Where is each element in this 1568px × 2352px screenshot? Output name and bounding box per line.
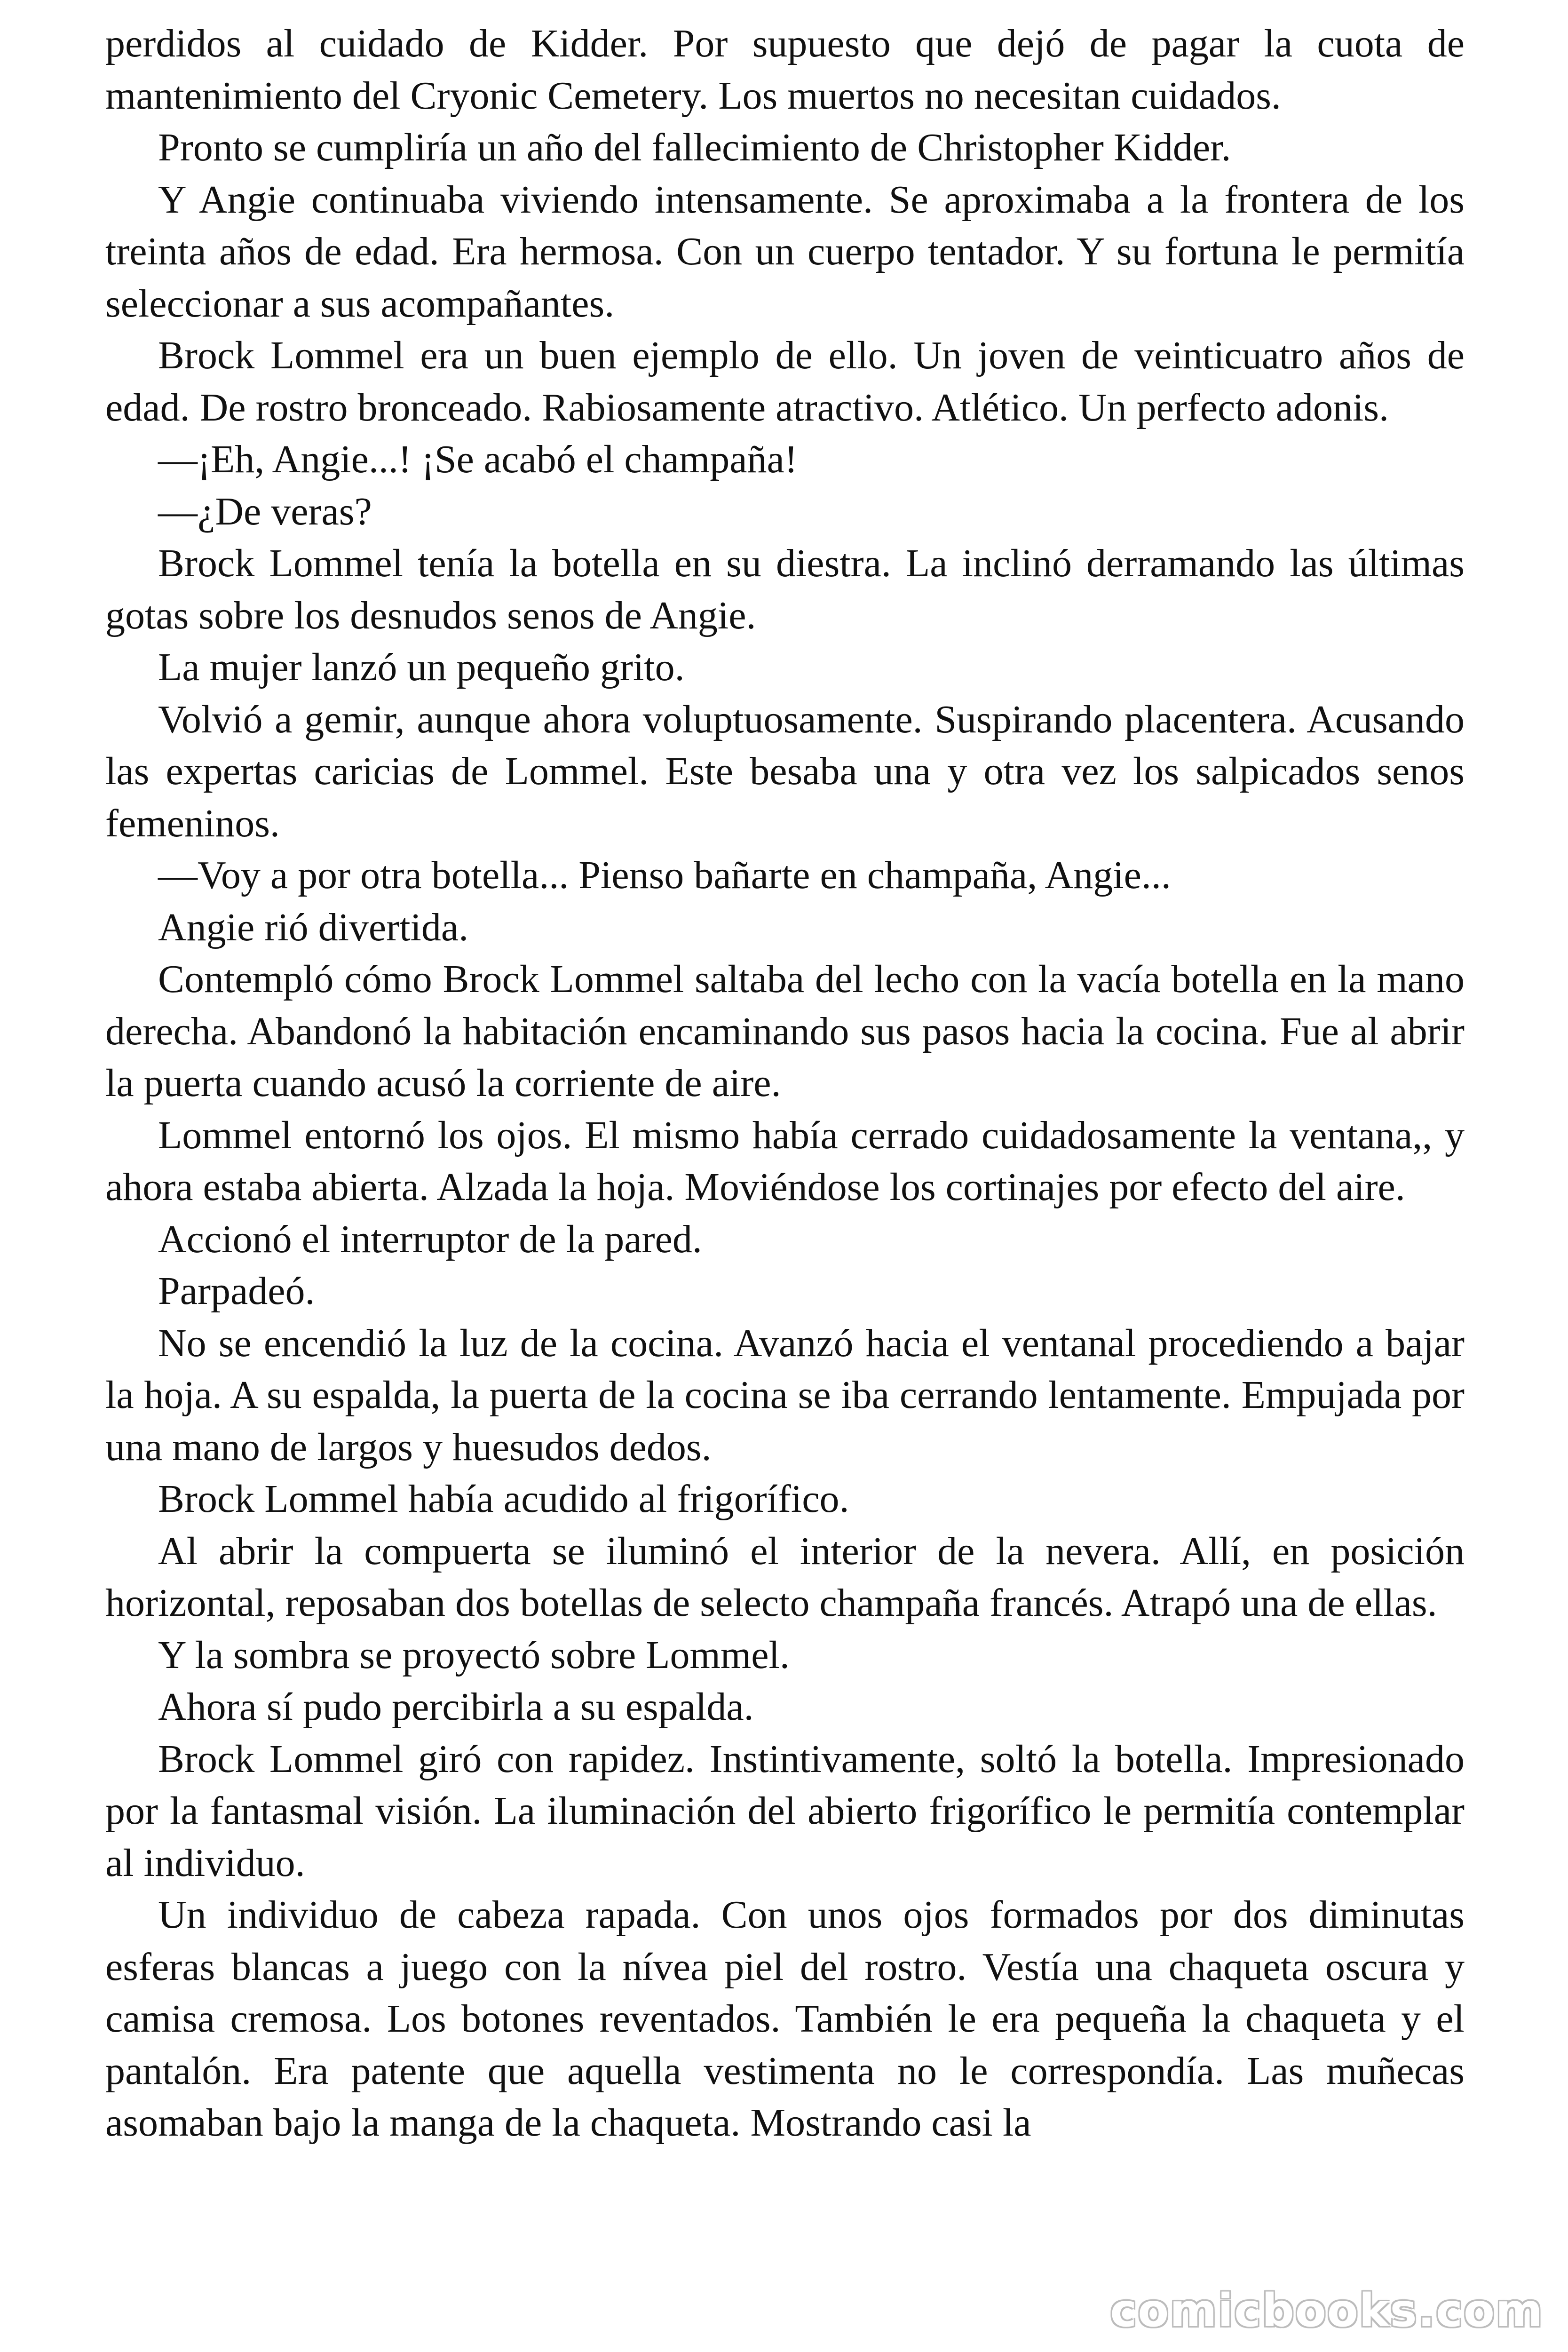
paragraph: Y Angie continuaba viviendo intensamente. Se aproximaba a la frontera de los treinta años de edad. Era hermosa. Con un cuerpo tentador. Y su fortuna le permitía seleccionar a sus acompañantes.: [105, 177, 1465, 326]
paragraph: perdidos al cuidado de Kidder. Por supuesto que dejó de pagar la cuota de mantenimiento del Cryonic Cemetery. Los muertos no necesitan cuidados.: [105, 22, 1465, 118]
paragraph: Angie rió divertida.: [158, 905, 469, 949]
paragraph: Brock Lommel era un buen ejemplo de ello. Un joven de veinticuatro años de edad. De rostro bronceado. Rabiosamente atractivo. Atlético. Un perfecto adonis.: [105, 334, 1465, 429]
paragraph: Pronto se cumpliría un año del fallecimiento de Christopher Kidder.: [158, 126, 1231, 169]
paragraph: Y la sombra se proyectó sobre Lommel.: [158, 1633, 790, 1677]
dialogue-line: —Voy a por otra botella... Pienso bañarte en champaña, Angie...: [158, 853, 1171, 897]
dialogue-line: —¡Eh, Angie...! ¡Se acabó el champaña!: [158, 437, 798, 481]
paragraph: Ahora sí pudo percibirla a su espalda.: [158, 1685, 754, 1729]
watermark: comicbooks.com: [1110, 2284, 1544, 2337]
page-body: [105, 18, 1465, 2149]
paragraph: Brock Lommel tenía la botella en su diestra. La inclinó derramando las últimas gotas sobre los desnudos senos de Angie.: [105, 541, 1465, 637]
paragraph: Al abrir la compuerta se iluminó el interior de la nevera. Allí, en posición horizontal, reposaban dos botellas de selecto champaña francés. Atrapó una de ellas.: [105, 1529, 1465, 1625]
paragraph: Accionó el interruptor de la pared.: [158, 1217, 702, 1261]
paragraph: Volvió a gemir, aunque ahora voluptuosamente. Suspirando placentera. Acusando las expertas caricias de Lommel. Este besaba una y otra vez los salpicados senos femeninos.: [105, 697, 1465, 845]
paragraph: Un individuo de cabeza rapada. Con unos ojos formados por dos diminutas esferas blancas a juego con la nívea piel del rostro. Vestía una chaqueta oscura y camisa cremosa. Los botones reventados. También le era pequeña la chaqueta y el pantalón. Era patente que aquella vestimenta no le correspondía. Las muñecas asomaban bajo la manga de la chaqueta. Mostrando casi la: [105, 1893, 1465, 2145]
paragraph: Lommel entornó los ojos. El mismo había cerrado cuidadosamente la ventana,, y ahora estaba abierta. Alzada la hoja. Moviéndose los cortinajes por efecto del aire.: [105, 1113, 1465, 1209]
paragraph: Parpadeó.: [158, 1269, 315, 1313]
paragraph: Contempló cómo Brock Lommel saltaba del lecho con la vacía botella en la mano derecha. Abandonó la habitación encaminando sus pasos hacia la cocina. Fue al abrir la puerta cuando acusó la corriente de aire.: [105, 957, 1465, 1105]
paragraph: La mujer lanzó un pequeño grito.: [158, 645, 685, 689]
dialogue-line: —¿De veras?: [158, 489, 372, 533]
paragraph: Brock Lommel giró con rapidez. Instintivamente, soltó la botella. Impresionado por la fantasmal visión. La iluminación del abierto frigorífico le permitía contemplar al individuo.: [105, 1737, 1465, 1885]
paragraph: Brock Lommel había acudido al frigorífico.: [158, 1477, 849, 1521]
paragraph: No se encendió la luz de la cocina. Avanzó hacia el ventanal procediendo a bajar la hoja. A su espalda, la puerta de la cocina se iba cerrando lentamente. Empujada por una mano de largos y huesudos dedos.: [105, 1321, 1465, 1469]
